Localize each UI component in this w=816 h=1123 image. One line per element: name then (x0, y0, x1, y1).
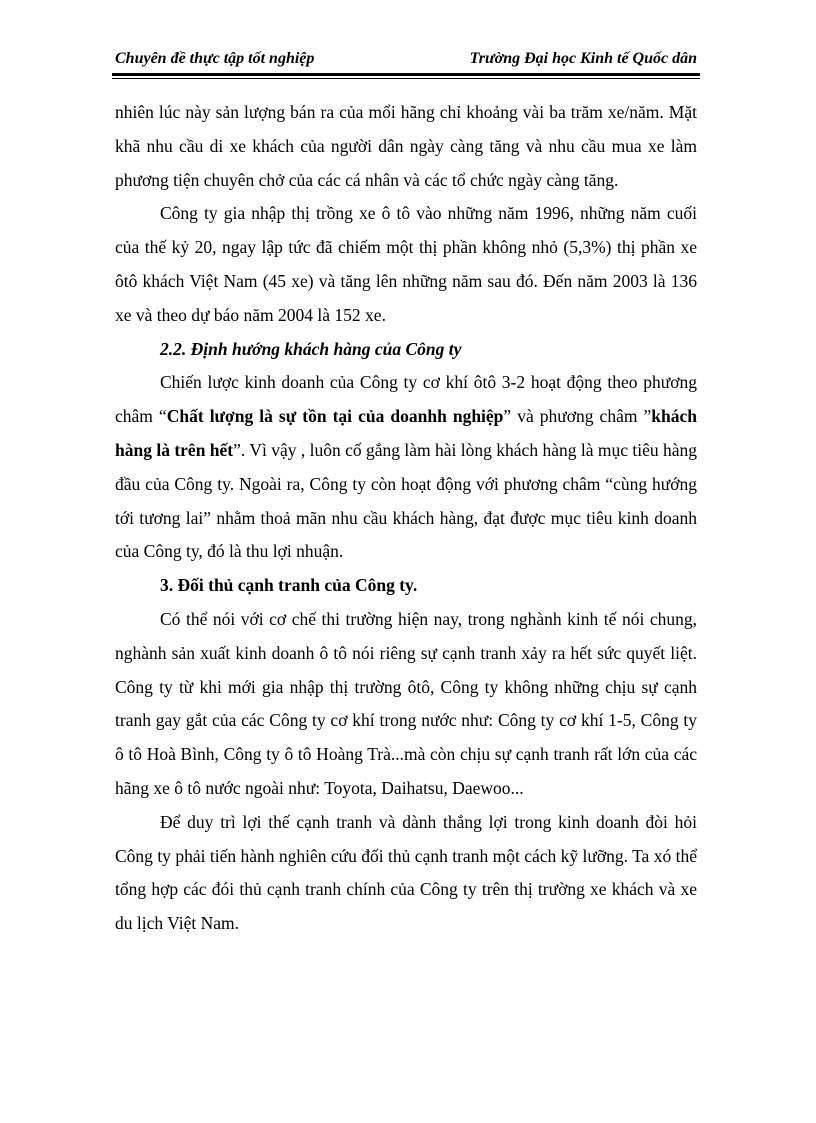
section-heading-3: 3. Đối thủ cạnh tranh của Công ty. (160, 575, 418, 596)
header-right-title: Trường Đại học Kinh tế Quốc dân (469, 50, 697, 67)
header-left-title: Chuyên đề thực tập tốt nghiệp (115, 50, 315, 67)
section-heading-2-2: 2.2. Định hướng khách hàng của Công ty (160, 338, 462, 359)
bold-motto-customer: khách hàng là trên hết (115, 406, 697, 460)
paragraph-competitor-research: Để duy trì lợi thế cạnh tranh và dành thắng lợi trong kinh doanh đòi hỏi Công ty phải tiến hành nghiên cứu đối thủ cạnh tranh một cách kỹ lưỡng. Ta xó thể tổng hợp các đói thủ cạnh tranh chính của Công ty trên thị trường xe khách và xe du lịch Việt Nam. (115, 811, 697, 934)
text-run: ”. Vì vậy , luôn cố gắng làm hài lòng khách hàng là mục tiêu hàng đầu của Công ty. Ngoài ra, Công ty còn hoạt động với phương châm “cùng hướng tới tương lai” nhằm thoả mãn nhu cầu khách hàng, đạt được mục tiêu kinh doanh của Công ty, đó là thu lợi nhuận. (115, 439, 697, 562)
paragraph-customer-orientation (115, 366, 697, 569)
paragraph-competition: Có thể nói với cơ chế thi trường hiện nay, trong nghành kinh tế nói chung, nghành sản xuất kinh doanh ô tô nói riêng sự cạnh tranh xảy ra hết sức quyết liệt. Công ty từ khi mới gia nhập thị trường ôtô, Công ty không những chịu sự cạnh tranh gay gắt của các Công ty cơ khí trong nước như: Công ty cơ khí 1-5, Công ty ô tô Hoà Bình, Công ty ô tô Hoàng Trà...mà còn chịu sự cạnh tranh rất lớn của các hãng xe ô tô nước ngoài như: Toyota, Daihatsu, Daewoo... (115, 608, 697, 798)
paragraph-continuation: nhiên lúc này sản lượng bán ra của mổi hãng chỉ khoảng vài ba trăm xe/năm. Mặt khã nhu cầu di xe khách của người dân ngày càng tăng và nhu cầu mua xe làm phương tiện chuyên chở của các cá nhân và các tổ chức ngày càng tăng. (115, 102, 697, 190)
header-rule (112, 73, 700, 79)
document-body (115, 96, 697, 941)
paragraph-market-entry: Công ty gia nhập thị trồng xe ô tô vào những năm 1996, những năm cuối của thế kỷ 20, ngay lập tức đã chiếm một thị phần không nhỏ (5,3%) thị phần xe ôtô khách Việt Nam (45 xe) và tăng lên những năm sau đó. Đến năm 2003 là 136 xe và theo dự báo năm 2004 là 152 xe. (115, 203, 697, 325)
text-run: ” và phương châm ” (503, 406, 652, 427)
bold-motto-quality: Chất lượng là sự tồn tại của doanhh nghiệp (166, 406, 504, 427)
text-run: Chiến lược kinh doanh của Công ty cơ khí ôtô 3-2 hoạt động theo phương châm “ (115, 372, 697, 427)
page-header (115, 50, 697, 71)
